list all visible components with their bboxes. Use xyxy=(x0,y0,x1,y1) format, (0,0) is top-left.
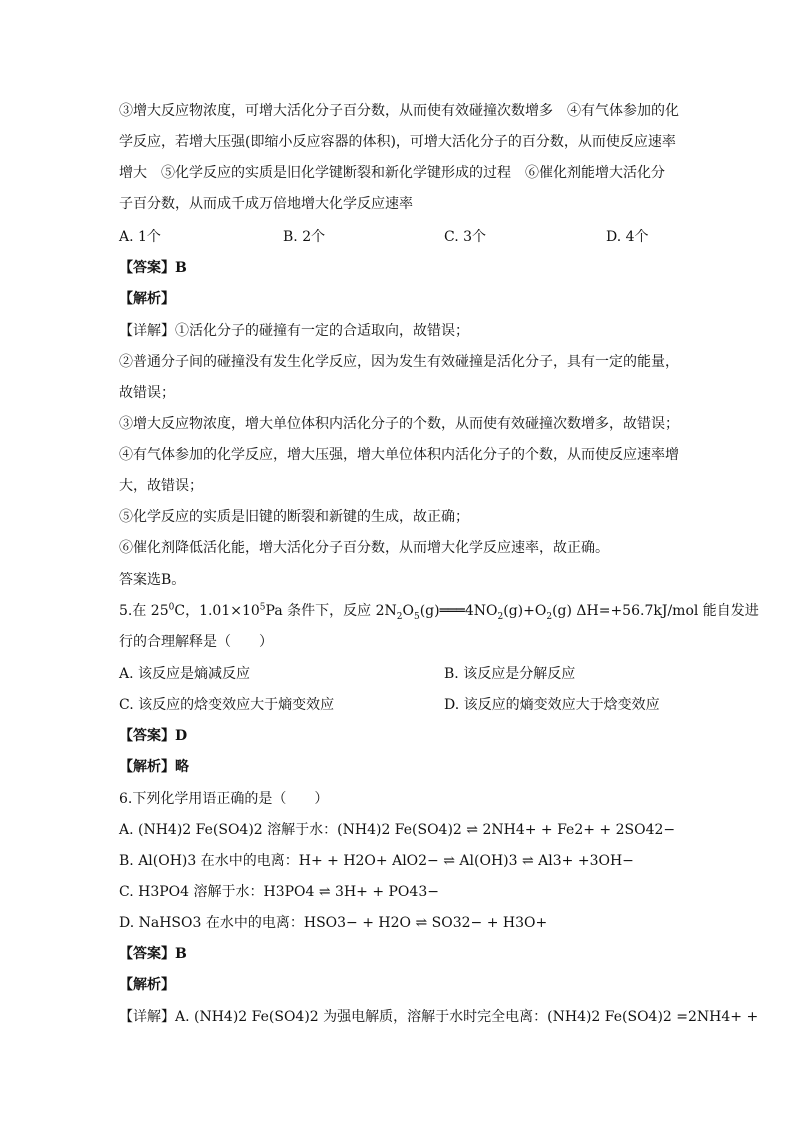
q5-option-d: D. 该反应的熵变效应大于焓变效应 xyxy=(444,697,660,713)
q4-stem-line-1: ③增大反应物浓度，可增大活化分子百分数，从而使有效碰撞次数增多 ④有气体参加的化 xyxy=(119,103,679,119)
q5-option-c: C. 该反应的焓变效应大于熵变效应 xyxy=(119,697,335,713)
q4-detail-1: 【详解】①活化分子的碰撞有一定的合适取向，故错误； xyxy=(119,323,469,339)
q4-detail-3: ③增大反应物浓度，增大单位体积内活化分子的个数，从而使有效碰撞次数增多，故错误； xyxy=(119,416,679,432)
q4-option-b: B. 2个 xyxy=(283,229,326,245)
q5-stem-line-1: 5.在 $25^0C$，$1.01\times 10^5Pa$ 条件下，反应 $2N_2O_5(g)═══4NO_2(g)+O_2(g)$ ΔH=+56.7kJ/mol 能自发进 xyxy=(119,602,759,622)
q4-detail-6: ⑥催化剂降低活化能，增大活化分子百分数，从而增大化学反应速率，故正确。 xyxy=(119,540,609,556)
q5-analysis: 【解析】略 xyxy=(119,759,189,775)
q5-option-a: A. 该反应是熵减反应 xyxy=(119,666,251,682)
q6-detail: 【详解】A. (NH4)2 Fe(SO4)2 为强电解质，溶解于水时完全电离：(NH4)2 Fe(SO4)2 =2NH4+ + xyxy=(119,1009,759,1025)
q4-option-c: C. 3个 xyxy=(444,229,487,245)
q6-option-a: A. (NH4)2 Fe(SO4)2 溶解于水：(NH4)2 Fe(SO4)2 ⇌ 2NH4+ + Fe2+ + 2SO42− xyxy=(119,822,676,838)
q5-option-b: B. 该反应是分解反应 xyxy=(444,666,576,682)
q4-stem-line-4: 子百分数，从而成千成万倍地增大化学反应速率 xyxy=(119,196,413,212)
q4-option-d: D. 4个 xyxy=(606,229,649,245)
q6-stem: 6.下列化学用语正确的是（ ） xyxy=(119,791,329,807)
q4-detail-2b: 故错误； xyxy=(119,385,175,401)
q6-option-c: C. H3PO4 溶解于水：H3PO4 ⇌ 3H+ + PO43− xyxy=(119,884,439,900)
q5-stem-line-2: 行的合理解释是（ ） xyxy=(119,634,273,650)
q4-conclusion: 答案选B。 xyxy=(119,572,186,588)
q6-option-d: D. NaHSO3 在水中的电离：HSO3− + H2O ⇌ SO32− + H3O+ xyxy=(119,915,548,931)
q4-detail-2a: ②普通分子间的碰撞没有发生化学反应，因为发生有效碰撞是活化分子，具有一定的能量， xyxy=(119,354,679,370)
q6-option-b: B. Al(OH)3 在水中的电离：H+ + H2O+ AlO2− ⇌ Al(OH)3 ⇌ Al3+ +3OH− xyxy=(119,853,634,869)
q4-answer: 【答案】B xyxy=(119,260,187,276)
q5-answer: 【答案】D xyxy=(119,728,188,744)
q4-stem-line-3: 增大 ⑤化学反应的实质是旧化学键断裂和新化学键形成的过程 ⑥催化剂能增大活化分 xyxy=(119,165,665,181)
q6-answer: 【答案】B xyxy=(119,946,187,962)
q4-detail-4a: ④有气体参加的化学反应，增大压强，增大单位体积内活化分子的个数，从而使反应速率增 xyxy=(119,447,679,463)
q4-option-a: A. 1个 xyxy=(119,229,161,245)
q4-analysis-label: 【解析】 xyxy=(119,291,175,307)
q6-analysis-label: 【解析】 xyxy=(119,977,175,993)
q4-detail-5: ⑤化学反应的实质是旧键的断裂和新键的生成，故正确； xyxy=(119,509,469,525)
q4-stem-line-2: 学反应，若增大压强(即缩小反应容器的体积)，可增大活化分子的百分数，从而使反应速率 xyxy=(119,134,676,150)
q4-detail-4b: 大，故错误； xyxy=(119,478,203,494)
